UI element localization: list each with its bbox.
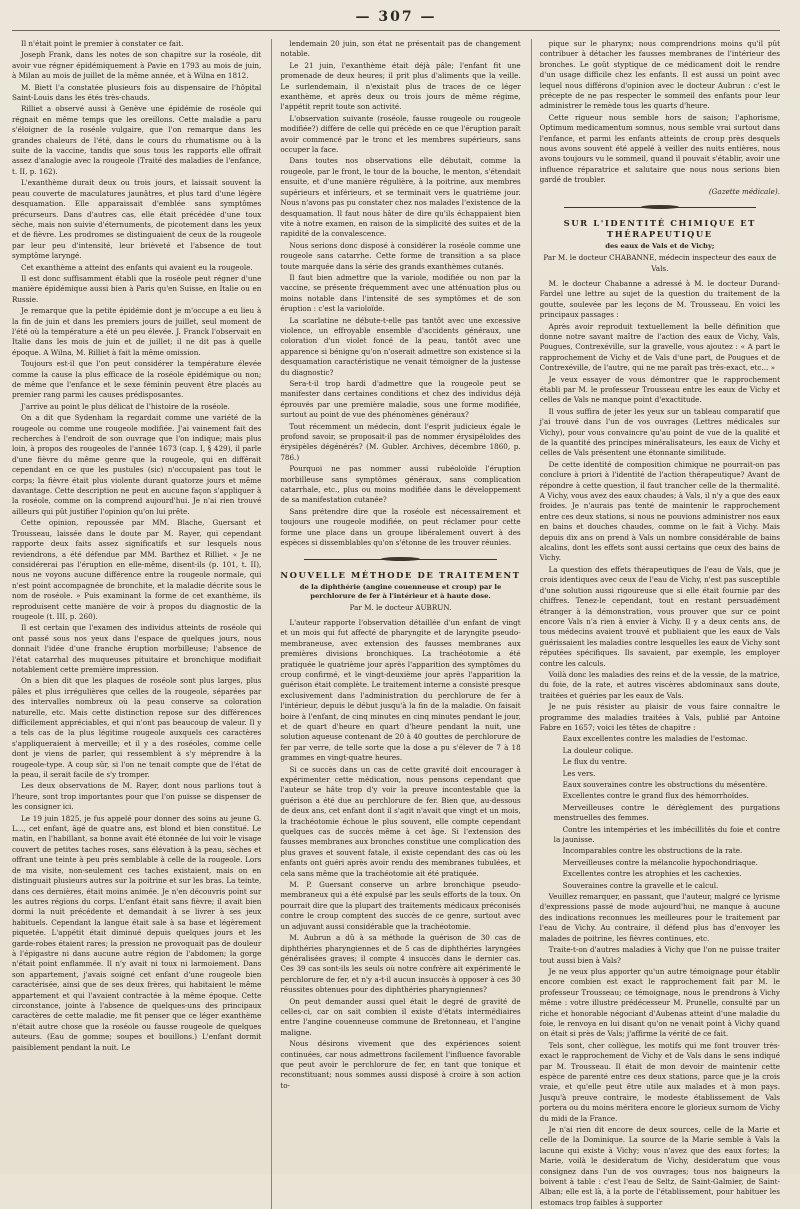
column-1 bbox=[12, 39, 261, 1209]
list-item: La douleur colique. bbox=[562, 745, 634, 755]
paragraph: Dans toutes nos observations elle débutait, comme la rougeole, par le front, le tour de la bouche, le menton, s'étendait ensuite, et d'une manière régulière, à la poitrine, aux membres supérieurs et inférieurs, et se terminait vers le quatrième jour. Nous n'avons pas pu constater chez nos malades l'existence de la desquamation. Il faut nous hâter de dire qu'ils échappaient bien vite à notre examen, en raison de la simplicité des suites et de la rapidité de la convalescence. bbox=[280, 156, 521, 239]
paragraph: On a dit que Sydenham la regardait comme une variété de la rougeole ou comme une rougeole modifiée. J'ai vainement fait des recherches à l'endroit de son ouvrage que l'on indique; mais plus loin, à propos des rougeoles de l'année 1673 (cap. I, § 429), il parle d'une fièvre du même genre que la rougeole, qui en différait cependant en ce que les pustules (sic) n'occupaient pas tout le corps; la fièvre était plus violente durant quatorze jours et même davantage. Cette description ne peut en aucune façon s'appliquer à la roséole, comme on la comprend aujourd'hui. Je n'ai rien trouvé ailleurs qui pût justifier l'opinion qu'on lui prête. bbox=[12, 413, 262, 516]
paragraph: Tout récemment un médecin, dont l'esprit judicieux égale le profond savoir, se proposait-il pas de nommer érysipéloïdes des érysipèles dégénérés? (M. Gubler. Archives, décembre 1860, p. 786.) bbox=[280, 421, 521, 462]
paragraph: M. Aubrun a dû à sa méthode la guérison de 30 cas de diphthéries pharyngiennes et de 5 cas de diphthéries laryngées généralisées graves; il compte 4 insuccès dans le dernier cas. Ces 39 cas sont-ils les seuls où notre confrère ait expérimenté le perchlorure de fer, et n'y a-t-il aucun insuccès à opposer à ces 30 réussites obtenues pour des diphthéries pharyngiennes? bbox=[280, 933, 521, 995]
paragraph: Le 19 juin 1825, je fus appelé pour donner des soins au jeune G. L..., cet enfant, âgé de quatre ans, est blond et bien constitué. Le matin, en l'habillant, sa bonne avait été étonnée de lui voir le visage couvert de petites taches roses, sans élévation à la peau, sèches et offrant une teinte à peu près semblable à celle de la rougeole. Lors de ma visite, non-seulement ces taches existaient, mais on en distinguait plusieurs autres sur la poitrine et sur les bras. La teinte, dans ces dernières, était moins animée. Je n'en découvris point sur les autres régions du corps. L'enfant était sans fièvre; il avait bien dormi la nuit précédente et demandait à se livrer à ses jeux habituels. Cependant la langue était sale à sa base et légèrement piquetée. L'appétit était diminué depuis quelques jours et les garde-robes étaient rares; la pression ne provoquait pas de douleur à l'épigastre ni dans aucune autre région de l'abdomen; la gorge n'était point enflammée. Il n'y avait ni toux ni larmoiement. Dans son appartement, j'avais soigné cet enfant d'une rougeole bien caractérisée, ainsi que de ses deux frères, qui habitaient le même appartement et qui l'avaient contractée à la même époque. Cette circonstance, jointe à l'absence de quelques-uns des principaux caractères de cette maladie, me fit penser que ce léger exanthème n'était autre chose que la roséole ou fausse rougeole de quelques auteurs. (Eau de gomme; soupes et bouillons.) L'enfant dormit paisiblement pendant la nuit. Le bbox=[12, 813, 262, 1052]
ornament-divider bbox=[564, 203, 756, 212]
article-title: NOUVELLE MÉTHODE DE TRAITEMENT bbox=[280, 569, 521, 580]
paragraph: Nous désirons vivement que des expériences soient continuées, car nous admettrons facilement l'influence favorable que peut avoir le perchlorure de fer, en tant que tonique et reconstituant; nous sommes aussi disposé à croire à son action to- bbox=[280, 1039, 521, 1090]
paragraph: Toujours est-il que l'on peut considérer la température élevée comme la cause la plus efficace de la roséole épidémique ou non; de même que l'enfance et le sexe féminin peuvent être placés au premier rang parmi les causes prédisposantes. bbox=[12, 359, 262, 400]
source-citation: (Gazette médicale). bbox=[708, 186, 780, 196]
column-3 bbox=[531, 39, 780, 1209]
paragraph: La scarlatine ne débute-t-elle pas tantôt avec une excessive violence, un effroyable ensemble d'accidents généraux, une coloration d'un violet foncé de la peau, tantôt avec une apparence si bénigne qu'on n'oserait admettre son existence si la desquamation caractéristique ne venait témoigner de la justesse du diagnostic? bbox=[280, 315, 521, 377]
paragraph: Rilliet a observé aussi à Genève une épidémie de roséole qui régnait en même temps que les oreillons. Cette maladie a paru s'éloigner de la roséole vulgaire, que l'on remarque dans les grandes chaleurs de l'été, dans le cours du rhumatisme ou à la suite de la vaccine, tandis que sous tous les rapports elle offrait assez d'analogie avec la rougeole (Traité des maladies de l'enfance, t. II, p. 162). bbox=[12, 104, 262, 176]
list-item: Contre les intempéries et les imbécillités du foie et contre la jaunisse. bbox=[553, 824, 780, 845]
paragraph: L'auteur rapporte l'observation détaillée d'un enfant de vingt et un mois qui fut affecté de pharyngite et de laryngite pseudo-membraneuse, avec extension des fausses membranes aux premières divisions bronchiques. La trachéotomie a été pratiquée le quatrième jour après l'apparition des symptômes du croup confirmé, et le vingt-deuxième jour après l'apparition la guérison était complète. Le traitement interne a consisté presque exclusivement dans l'administration du perchlorure de fer à l'intérieur, depuis le début jusqu'à la fin de la maladie. On faisait boire à l'enfant, de cinq minutes en cinq minutes pendant le jour, et de quart d'heure en quart d'heure pendant la nuit, une solution aqueuse contenant de 20 à 40 gouttes de perchlorure de fer par verre, de telle sorte que la dose a pu s'élever de 7 à 18 grammes en vingt-quatre heures. bbox=[280, 617, 521, 763]
paragraph: Cette rigueur nous semble hors de saison; l'aphorisme, Optimum medicamentum somnus, nous semble vrai surtout dans l'enfance, et parmi les enfants atteints de croup près desquels nous avons souvent été appelé à veiller des nuits entières, nous avons toujours vu le sommeil, quand il pouvait s'établir, avoir une influence réparatrice et salutaire que nous nous serions bien gardé de troubler. bbox=[539, 112, 780, 185]
paragraph: Le 21 juin, l'exanthème était déjà pâle; l'enfant fit une promenade de deux heures; il prit plus d'aliments que la veille. Le surlendemain, il n'existait plus de traces de ce léger exanthème, et après deux ou trois jours de même régime, l'appétit reprit toute son activité. bbox=[280, 60, 521, 112]
page-number: — 307 — bbox=[355, 9, 437, 25]
paragraph: Il faut bien admettre que la variole, modifiée ou non par la vaccine, se présente fréquemment avec une atténuation plus ou moins notable dans l'intensité de ses symptômes et de son éruption : c'est la varioloïde. bbox=[280, 272, 521, 314]
paragraph: On peut demander aussi quel était le degré de gravité de celles-ci, car on sait combien il existe d'états intermédiaires entre l'angine couenneuse commune de Bretonneau, et l'angine maligne. bbox=[280, 996, 521, 1037]
paragraph: M. Biett l'a constatée plusieurs fois au dispensaire de l'hôpital Saint-Louis dans les étés très-chauds. bbox=[12, 82, 262, 103]
list-item: Les vers. bbox=[562, 768, 596, 778]
list-item: Incomparables contre les obstructions de la rate. bbox=[562, 846, 743, 856]
paragraph: Sans prétendre dire que la roséole est nécessairement et toujours une rougeole modifiée, on peut réclamer pour cette forme une place dans un groupe libéralement ouvert à des espèces si dissemblables qu'on s'étonne de les trouver réunies. bbox=[280, 506, 521, 548]
paragraph: Il vous suffira de jeter les yeux sur un tableau comparatif que j'ai trouvé dans l'un de vos ouvrages (Lettres médicales sur Vichy), pour vous convaincre qu'au point de vue de la qualité et de la quantité des principes minéralisateurs, les eaux de Vichy et celles de Vals présentent une étonnante similitude. bbox=[539, 406, 780, 458]
paragraph: Il est certain que l'examen des individus atteints de roséole qui ont passé sous nos yeux dans l'espace de quelques jours, nous donnait l'idée d'une franche éruption morbilleuse; l'absence de l'état catarrhal des muqueuses pituitaire et bronchique modifiait notablement cette première impression. bbox=[12, 623, 262, 674]
paragraph: L'observation suivante (roséole, fausse rougeole ou rougeole modifiée?) diffère de celle qui précède en ce que l'éruption paraît avoir commencé par le tronc et les membres supérieurs, sans occuper la face. bbox=[280, 113, 521, 155]
article-byline: Par M. le docteur AUBRUN. bbox=[349, 602, 452, 612]
paragraph: Je remarque que la petite épidémie dont je m'occupe a eu lieu à la fin de juin et dans les premiers jours de juillet, seul moment de l'été où la température a été un peu élevée. J. Franck l'observait en Italie dans les mois de juin et de juillet; il ne dit pas à quelle époque. A Wilna, M. Rilliet à fait la même omission. bbox=[12, 306, 262, 357]
paragraph: Joseph Frank, dans les notes de son chapitre sur la roséole, dit avoir vue régner épidémiquement à Pavie en 1793 au mois de juin, à Milan au mois de juillet de la même année, et à Wilna en 1812. bbox=[12, 50, 262, 81]
list-item: Excellentes contre les atrophies et les cachexies. bbox=[562, 869, 742, 879]
paragraph: Les deux observations de M. Rayer, dont nous parlions tout à l'heure, sont trop importantes pour que l'on puisse se dispenser de les consigner ici. bbox=[12, 781, 262, 812]
paragraph: J'arrive au point le plus délicat de l'histoire de la roséole. bbox=[21, 401, 230, 411]
list-item: Merveilleuses contre la mélancolie hypochondriaque. bbox=[562, 857, 758, 867]
paragraph: Cet exanthème a atteint des enfants qui avaient eu la rougeole. bbox=[21, 262, 253, 272]
paragraph: M. le docteur Chabanne a adressé à M. le docteur Durand-Fardel une lettre au sujet de la question du traitement de la goutte, soulevée par les leçons de M. Trousseau. En voici les principaux passages : bbox=[539, 278, 780, 320]
paragraph: Traite-t-on d'autres maladies à Vichy que l'on ne puisse traiter tout aussi bien à Vals? bbox=[539, 945, 780, 965]
text-columns bbox=[12, 39, 780, 1207]
article-title: SUR L'IDENTITÉ CHIMIQUE ET THÉRAPEUTIQUE bbox=[563, 218, 757, 240]
list-item: Merveilleuses contre le dérèglement des purgations menstruelles des femmes. bbox=[553, 802, 780, 823]
column-2 bbox=[271, 39, 520, 1209]
paragraph: Après avoir reproduit textuellement la belle définition que donne notre savant maître de l'action des eaux de Vichy, Vals, Pougues, Contrexéville, sur la gravelle, vous ajoutez : « A part le rapprochement de Vichy et de Vals d'une part, de Pougues et de Contrexéville, de l'autre, qui ne me paraît pas très-exact, etc... » bbox=[539, 321, 780, 373]
ornament-divider bbox=[304, 555, 496, 564]
list-item: Eaux excellentes contre les maladies de l'estomac. bbox=[562, 734, 748, 744]
paragraph: Il n'était point le premier à constater ce fait. bbox=[21, 39, 184, 48]
paragraph: Je ne veux plus apporter qu'un autre témoignage pour établir encore combien est exact le rapprochement fait par M. le professeur Trousseau; ce témoignage, nous le prendrons à Vichy même : votre illustre prédécesseur M. Prunelle, consulté par un riche et honorable négociant d'Aubenas atteint d'une maladie du foie, le renvoya en lui disant qu'on ne venait point à Vichy quand on était si près de Vals; j'affirme la vérité de ce fait. bbox=[539, 966, 780, 1039]
paragraph: Voilà donc les maladies des reins et de la vessie, de la matrice, du foie, de la rate, et autres viscères abdominaux sans doute, traitées et guéries par les eaux de Vals. bbox=[539, 669, 780, 700]
paragraph: Cette opinion, repoussée par MM. Blache, Guersant et Trousseau, laissée dans le doute par M. Rayer, qui cependant rapporte deux faits assez significatifs et sur lesquels nous reviendrons, a été défendue par MM. Barthez et Rilliet. « Je ne considérerai pas l'éruption en elle-même, disent-ils (p. 101, t. II), nous ne voyons aucune différence entre la rougeole normale, qui n'est point accompagnée de bronchite, et la maladie décrite sous le nom de roséole. » Puis examinant la forme de cet exanthème, ils reproduisent cette manière de voir à propos du diagnostic de la rougeole (t. III, p. 260). bbox=[12, 518, 262, 621]
paragraph: Tels sont, cher collègue, les motifs qui me font trouver très-exact le rapprochement de Vichy et de Vals dans le sens indiqué par M. Trousseau. Il était de mon devoir de maintenir cette espèce de parenté entre ces deux stations, parce que je la crois vraie, et qu'elle peut être utile aux malades et à mon pays. Jusqu'à preuve contraire, le modeste établissement de Vals portera ou du moins méritera encore le glorieux surnom de Vichy du midi de la France. bbox=[539, 1040, 780, 1123]
paragraph: La question des effets thérapeutiques de l'eau de Vals, que je crois identiques avec ceux de l'eau de Vichy, n'est pas susceptible d'une solution aussi rigoureuse que si elle était fournie par des chiffres. Tenez-le cependant, tout en restant persuadément étranger à la démonstration, vous prouver que sur ce point encore Vals n'a rien à envier à Vichy. Il y a deux cents ans, de tous médecins avaient trouvé et publiaient que les eaux de Vals guérissaient les maladies contre lesquelles les eaux de Vichy sont réputées spécifiques. Ils savaient, par exemple, les employer contre les calculs. bbox=[539, 564, 780, 668]
list-item: Le flux du ventre. bbox=[562, 757, 628, 767]
paragraph: On a bien dit que les plaques de roséole sont plus larges, plus pâles et plus irrégulières que celles de la rougeole, séparées par des intervalles nombreux où la peau conserve sa coloration naturelle, etc. Mais cette distinction repose sur des différences difficilement appréciables, et qui n'ont pas beaucoup de valeur. Il y a tels cas de la plus légitime rougeole auxquels ces caractères s'appliqueraient à merveille; et il y a des roséoles, comme celle dont je viens de parler, qui ressemblent à s'y méprendre à la rougeole-type. A coup sûr, si l'on ne tenait compte que de l'état de la peau, il serait facile de s'y tromper. bbox=[12, 676, 262, 780]
paragraph: Je ne puis résister au plaisir de vous faire connaître le programme des maladies traitées à Vals, publié par Antoine Fabre en 1657; voici les têtes de chapitre : bbox=[539, 702, 780, 732]
list-item: Souveraines contre la gravelle et le calcul. bbox=[562, 880, 719, 890]
paragraph: Nous serions donc disposé à considérer la roséole comme une rougeole sans catarrhe. Cette forme de transition a sa place toute marquée dans la série des grands exanthèmes cutanés. bbox=[280, 240, 521, 271]
article-subtitle: de la diphthérie (angine couenneuse et croup) par le perchlorure de fer à l'intérieur et à haute dose. bbox=[299, 582, 502, 600]
paragraph: Il est donc suffisamment établi que la roséole peut régner d'une manière épidémique aussi bien à Paris qu'en Suisse, en Italie ou en Russie. bbox=[12, 273, 262, 304]
paragraph: De cette identité de composition chimique ne pourrait-on pas conclure à priori à l'identité de l'action thérapeutique? Avant de répondre à cette question, il faut trancher celle de la thermalité. A Vichy, vous avez des eaux chaudes; à Vals, il n'y a que des eaux froides. Je n'aurais pas tenté de maintenir le rapprochement entre ces deux stations, si nous ne pouvions administrer nos eaux en bains et douches chaudes, comme on le fait à Vichy. Mais depuis dix ans on prend à Vals un nombre considérable de bains alcalins, dont les effets sont aussi certains que ceux des bains de Vichy. bbox=[539, 459, 780, 563]
paragraph: Pourquoi ne pas nommer aussi rubéoloïde l'éruption morbilleuse sans symptômes généraux, sans complication catarrhale, etc., plus ou moins modifiée dans le développement de sa manifestation cutanée? bbox=[280, 464, 521, 505]
paragraph: Sera-t-il trop hardi d'admettre que la rougeole peut se manifester dans certaines conditions et chez des individus déjà éprouvés par une première maladie, sous une forme modifiée, surtout au point de vue des phénomènes généraux? bbox=[280, 379, 521, 420]
list-item: Excellentes contre le grand flux des hémorrhoïdes. bbox=[562, 791, 749, 801]
article-byline: Par M. le docteur CHABANNE, médecin inspecteur des eaux de Vals. bbox=[543, 253, 777, 273]
paragraph: Veuillez remarquer, en passant, que l'auteur, malgré ce lyrisme d'expressions passé de mode aujourd'hui, ne manque à aucune des indications reconnues les meilleures pour le traitement par l'eau de Vichy. Au contraire, il défend plus bas d'envoyer les malades de poitrine, les fièvres continues, etc. bbox=[539, 892, 780, 943]
paragraph: L'exanthème durait deux ou trois jours, et laissait souvent la peau couverte de maculatures jaunâtres, et plus tard d'une légère desquamation. Elle apparaissait d'emblée sans symptômes précurseurs. Dans d'autres cas, elle était précédée d'une toux sèche, mais non suivie d'éternuments, de picotement dans les yeux et de fièvre. Les prodromes se distinguaient de ceux de la rougeole par leur peu d'intensité, leur brièveté et l'absence de tout symptôme laryngé. bbox=[12, 178, 262, 261]
paragraph: lendemain 20 juin, son état ne présentait pas de changement notable. bbox=[280, 39, 521, 59]
list-item: Eaux souveraines contre les obstructions du mésentère. bbox=[562, 780, 768, 789]
article-subtitle: des eaux de Vals et de Vichy; bbox=[605, 242, 715, 251]
paragraph: Je veux essayer de vous démontrer que le rapprochement établi par M. le professeur Trousseau entre les eaux de Vichy et celles de Vals ne manque point d'exactitude. bbox=[539, 374, 780, 405]
page-header bbox=[12, 4, 780, 31]
paragraph: Si ce succès dans un cas de cette gravité doit encourager à expérimenter cette médication, nous pensons cependant que l'auteur se hâte trop d'y voir la preuve incontestable que la guérison a été due au perchlorure de fer. Bien que, au-dessous de deux ans, cet enfant dont il s'agit n'avait que vingt et un mois, la trachéotomie échoue le plus souvent, elle compte cependant quelques cas de succès même à cet âge. Si l'extension des fausses membranes aux bronches constitue une complication des plus graves et souvent fatale, il existe cependant des cas où les enfants ont guéri après avoir rendu des membranes tubulées, et cela sans même que la trachéotomie ait été pratiquée. bbox=[280, 764, 521, 878]
paragraph: M. P. Guersant conserve un arbre bronchique pseudo-membraneux qui a été expulsé par les seuls efforts de la toux. On pourrait dire que la plupart des traitements médicaux préconisés contre le croup comptent des succès de ce genre, surtout avec un adjuvant aussi considérable que la trachéotomie. bbox=[280, 880, 521, 931]
paragraph: pique sur le pharynx; nous comprendrions moins qu'il pût contribuer à détacher les fausses membranes de l'intérieur des bronches. Le goût styptique de ce médicament doit le rendre d'un usage difficile chez les enfants. Il est aussi un point avec lequel nous différons d'opinion avec le docteur Aubrun : c'est le précepte de ne pas respecter le sommeil des enfants pour leur administrer le remède tous les quarts d'heure. bbox=[539, 39, 780, 111]
paragraph: Je n'ai rien dit encore de deux sources, celle de la Marie et celle de la Dominique. La source de la Marie semble à Vals la lacune qui existe à Vichy; vous n'avez que des eaux fortes; la Marie, voilà le desideratum de Vichy, desideratum que vous consignez dans l'un de vos ouvrages; tous nos baigneurs la boivent à table : c'est l'eau de Seltz, de Saint-Galmier, de Saint-Alban; elle est là, à la porte de l'établissement, pour habituer les estomacs trop faibles à supporter bbox=[539, 1125, 780, 1207]
